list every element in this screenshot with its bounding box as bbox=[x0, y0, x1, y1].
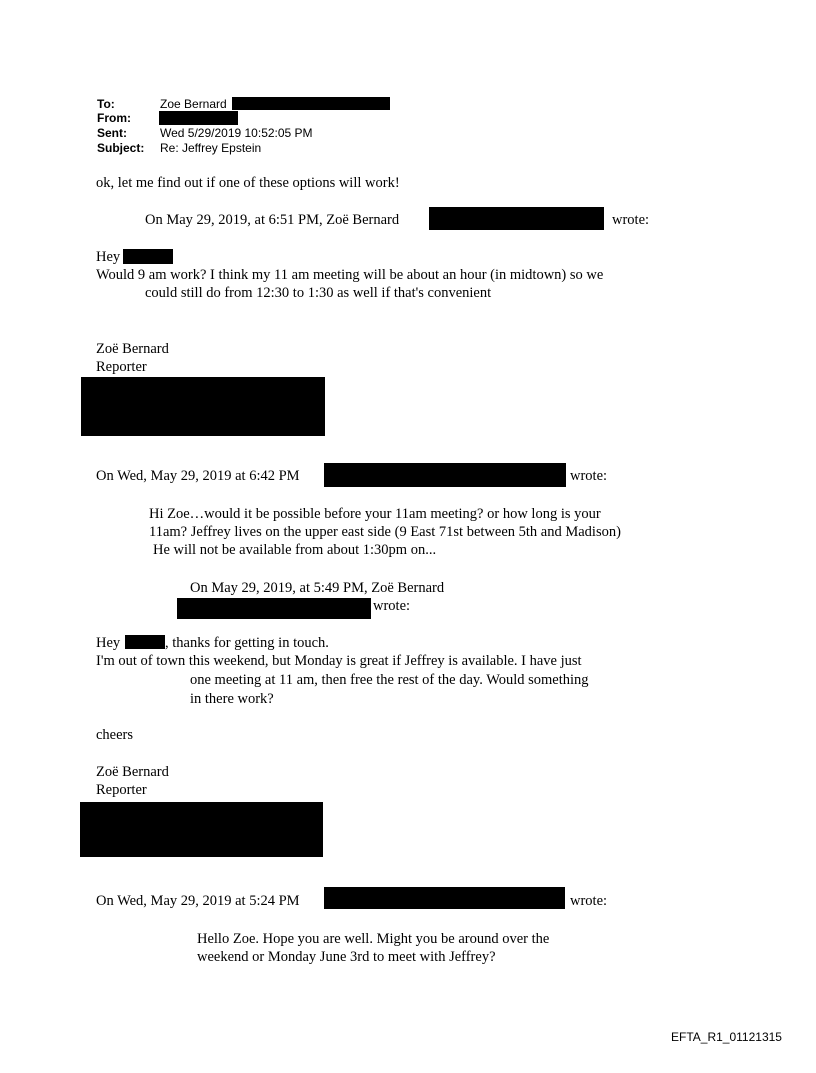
quote2-wrote: wrote: bbox=[570, 468, 608, 484]
quote3-greeting-start: Hey bbox=[96, 635, 121, 651]
redaction-quote1-name bbox=[123, 249, 173, 264]
quote2-line2: 11am? Jeffrey lives on the upper east side (9 East 71st between 5th and Madison) bbox=[149, 524, 621, 540]
subject-label: Subject: bbox=[97, 141, 145, 155]
quote1-greeting: Hey bbox=[96, 249, 121, 265]
quote1-sig-name: Zoë Bernard bbox=[96, 341, 169, 357]
quote1-sig-title: Reporter bbox=[96, 359, 147, 375]
quote2-intro: On Wed, May 29, 2019 at 6:42 PM bbox=[96, 468, 300, 484]
quote3-line2: one meeting at 11 am, then free the rest of the day. Would something bbox=[190, 672, 589, 688]
to-label: To: bbox=[97, 97, 115, 111]
quote4-line2: weekend or Monday June 3rd to meet with Jeffrey? bbox=[197, 949, 496, 965]
quote3-wrote: wrote: bbox=[373, 598, 411, 614]
redaction-quote1-signature bbox=[81, 377, 325, 436]
sent-label: Sent: bbox=[97, 126, 127, 140]
quote1-wrote: wrote: bbox=[612, 212, 650, 228]
redaction-quote3-name bbox=[125, 635, 165, 649]
document-id: EFTA_R1_01121315 bbox=[671, 1030, 782, 1044]
quote1-line1: Would 9 am work? I think my 11 am meeting will be about an hour (in midtown) so we bbox=[96, 267, 604, 283]
quote3-line1: I'm out of town this weekend, but Monday is great if Jeffrey is available. I have just bbox=[96, 653, 582, 669]
to-value: Zoe Bernard bbox=[160, 97, 227, 111]
redaction-from bbox=[159, 111, 238, 125]
quote3-intro: On May 29, 2019, at 5:49 PM, Zoë Bernard bbox=[190, 580, 445, 596]
redaction-to-email bbox=[232, 97, 390, 110]
quote2-line1: Hi Zoe…would it be possible before your 11am meeting? or how long is your bbox=[149, 506, 601, 522]
reply-top-text: ok, let me find out if one of these options will work! bbox=[96, 175, 400, 191]
redaction-quote2-sender bbox=[324, 463, 566, 487]
quote1-line2: could still do from 12:30 to 1:30 as well if that's convenient bbox=[145, 285, 492, 301]
quote3-sig-title: Reporter bbox=[96, 782, 147, 798]
redaction-quote4-sender bbox=[324, 887, 565, 909]
from-label: From: bbox=[97, 111, 131, 125]
quote1-intro: On May 29, 2019, at 6:51 PM, Zoë Bernard bbox=[145, 212, 400, 228]
redaction-quote1-email bbox=[429, 207, 604, 230]
redaction-quote3-email bbox=[177, 598, 371, 619]
redaction-quote3-signature bbox=[80, 802, 323, 857]
quote3-greeting-end: , thanks for getting in touch. bbox=[165, 635, 329, 651]
sent-value: Wed 5/29/2019 10:52:05 PM bbox=[160, 126, 313, 140]
quote4-wrote: wrote: bbox=[570, 893, 608, 909]
quote3-line3: in there work? bbox=[190, 691, 274, 707]
quote3-sig-name: Zoë Bernard bbox=[96, 764, 169, 780]
subject-value: Re: Jeffrey Epstein bbox=[160, 141, 262, 155]
quote2-line3: He will not be available from about 1:30pm on... bbox=[153, 542, 437, 558]
quote4-line1: Hello Zoe. Hope you are well. Might you be around over the bbox=[197, 931, 550, 947]
quote3-cheers: cheers bbox=[96, 727, 134, 743]
quote4-intro: On Wed, May 29, 2019 at 5:24 PM bbox=[96, 893, 300, 909]
